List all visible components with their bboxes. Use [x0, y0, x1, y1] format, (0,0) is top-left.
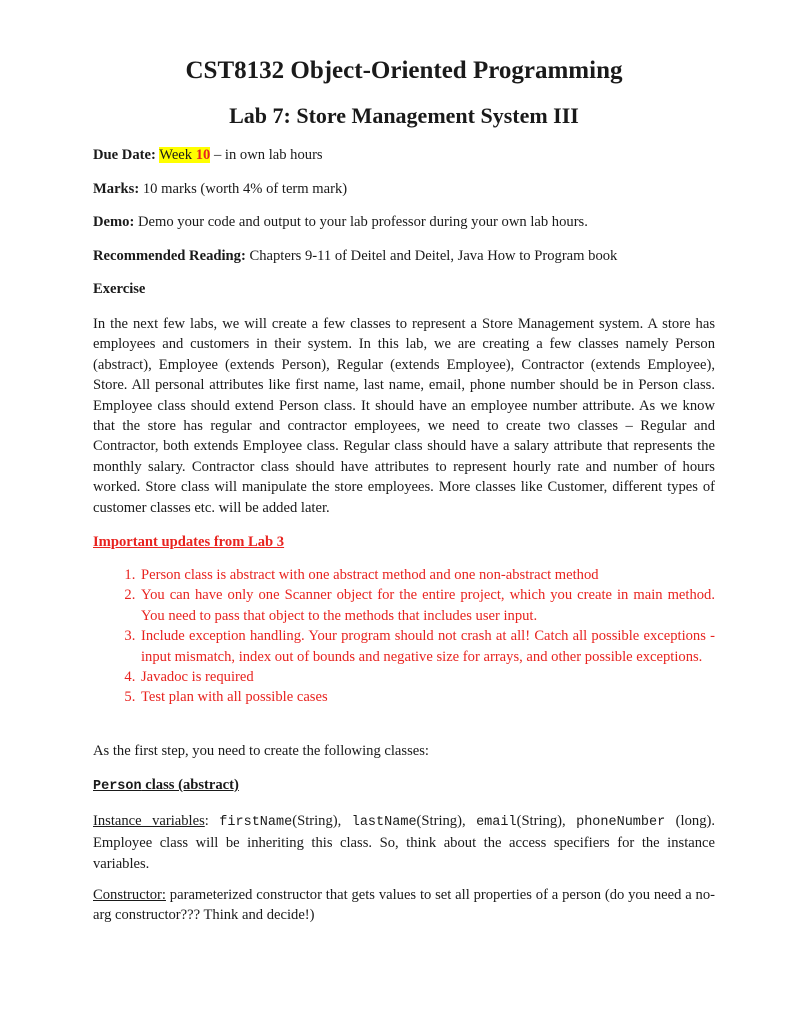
list-item: 4. Javadoc is required	[139, 667, 715, 687]
due-week-number: 10	[195, 147, 211, 163]
updates-list	[93, 565, 715, 708]
person-class-suffix: class (abstract)	[141, 777, 239, 793]
marks-text: 10 marks (worth 4% of term mark)	[139, 181, 348, 197]
list-item: 2. You can have only one Scanner object for the entire project, which you create in main method. You need to pass that object to the methods that includes user input.	[139, 585, 715, 626]
type-firstname: (String),	[292, 813, 352, 829]
marks-line	[93, 179, 347, 199]
first-step-text: As the first step, you need to create the following classes:	[93, 743, 429, 759]
document-title: CST8132 Object-Oriented Programming	[185, 57, 623, 84]
marks-label: Marks:	[93, 181, 140, 197]
constructor-label: Constructor:	[93, 887, 166, 903]
iv-rest-text: (long). Employee class will be inheriting this class. So, think about the access specifiers for the instance variables.	[93, 813, 715, 872]
instance-variables-paragraph	[93, 811, 715, 874]
var-firstname: firstName	[219, 815, 293, 830]
lab-subtitle: Lab 7: Store Management System III	[229, 103, 579, 128]
reading-label: Recommended Reading:	[93, 248, 246, 264]
exercise-heading: Exercise	[93, 281, 146, 297]
reading-text: Chapters 9-11 of Deitel and Deitel, Java How to Program book	[245, 248, 618, 264]
due-date-highlight	[159, 147, 210, 163]
list-item: 3. Include exception handling. Your program should not crash at all! Catch all possible exceptions - input mismatch, index out of bounds and negative size for arrays, and other possible exceptions.	[139, 626, 715, 667]
type-email: (String),	[516, 813, 577, 829]
list-item: 5. Test plan with all possible cases	[139, 687, 715, 707]
demo-line	[93, 212, 588, 232]
demo-label: Demo:	[93, 214, 135, 230]
type-lastname: (String),	[416, 813, 477, 829]
person-class-name: Person	[93, 779, 142, 794]
due-date-rest: – in own lab hours	[210, 147, 323, 163]
person-class-heading-text	[93, 777, 239, 793]
reading-line	[93, 246, 617, 266]
iv-colon: :	[204, 813, 220, 829]
constructor-paragraph	[93, 885, 715, 926]
instance-variables-label: Instance variables	[93, 813, 205, 829]
updates-heading-text: Important updates from Lab 3	[93, 534, 285, 550]
var-phonenumber: phoneNumber	[576, 815, 666, 830]
var-lastname: lastName	[351, 815, 417, 830]
due-date-line	[93, 145, 323, 165]
demo-text: Demo your code and output to your lab professor during your own lab hours.	[134, 214, 588, 230]
person-class-heading	[93, 775, 239, 797]
due-date-label: Due Date:	[93, 147, 156, 163]
var-email: email	[476, 815, 517, 830]
exercise-body: In the next few labs, we will create a few classes to represent a Store Management system. A store has employees and customers in their system. In this lab, we are creating a few classes namely Person (abstract), Employee (extends Person), Regular (extends Employee), Contractor (extends Employee), Store. All personal attributes like first name, last name, email, phone number should be in Person class. Employee class should extend Person class. It should have an employee number attribute. As we know that the store has regular and contractor employees, we need to create two classes – Regular and Contractor, both extends Employee class. Regular class should have a salary attribute that represents the monthly salary. Contractor class should have attributes to represent hourly rate and number of hours worked. Store class will manipulate the store employees. More classes like Customer, different types of customer classes etc. will be added later.	[93, 316, 715, 516]
due-week-text: Week	[159, 147, 196, 163]
constructor-text: parameterized constructor that gets values to set all properties of a person (do you need a no-arg constructor??? Think and decide!)	[93, 887, 715, 924]
list-item: 1. Person class is abstract with one abstract method and one non-abstract method	[139, 565, 715, 585]
updates-heading	[93, 532, 284, 552]
